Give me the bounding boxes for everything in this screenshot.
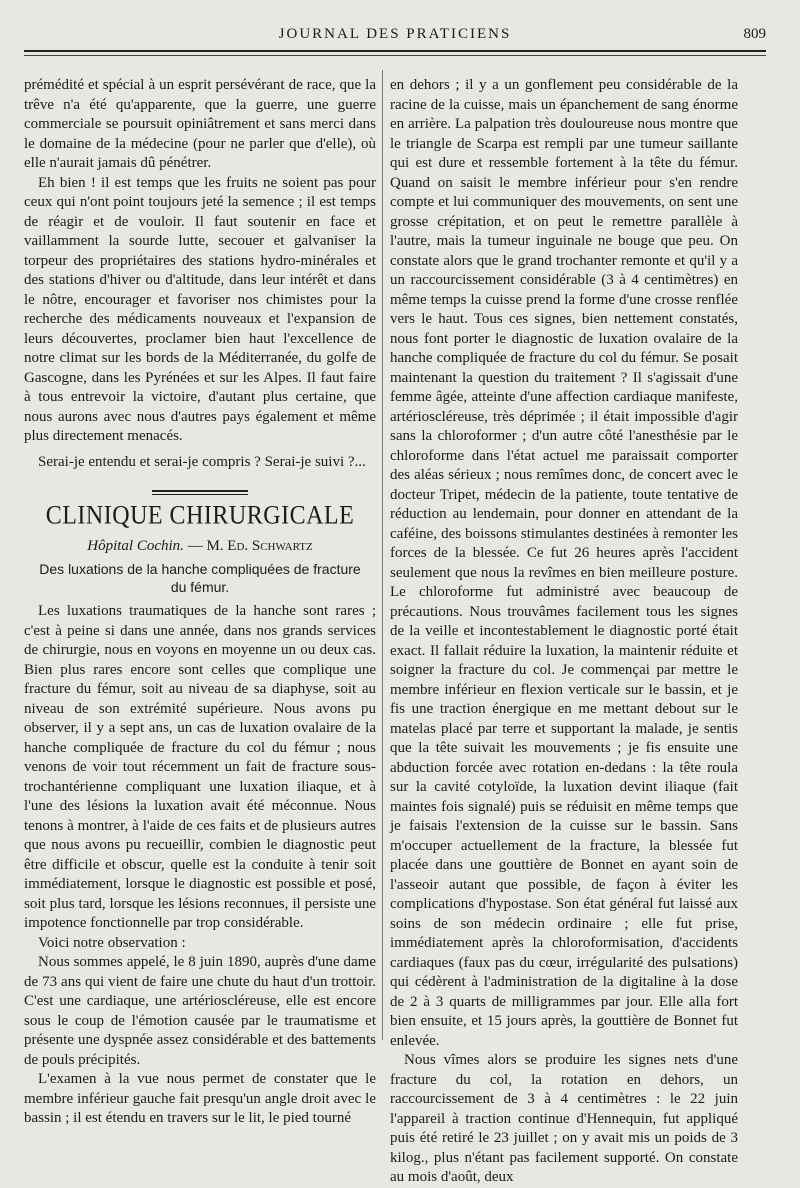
paragraph: Nous sommes appelé, le 8 juin 1890, auprès d'une dame de 73 ans qui vient de faire une chute du haut d'un trottoir. C'est une cardiaque, une artérioscléreuse, elle est encore sous le coup de l'émotion causée par le traumatisme et présente une dyspnée assez considérable et des battements de pouls précipités. — [24, 954, 376, 1068]
journal-title: JOURNAL DES PRATICIENS — [278, 26, 512, 42]
header-rule — [24, 50, 766, 56]
byline — [24, 537, 376, 557]
article-title: Des luxations de la hanche compliquées de fracture du fémur. — [39, 561, 361, 595]
left-column — [24, 76, 376, 1129]
paragraph: L'examen à la vue nous permet de constater que le membre inférieur gauche fait presqu'un angle droit avec le bassin ; il est étendu en travers sur le lit, le pied tourné — [24, 1071, 376, 1126]
page-header — [24, 26, 766, 50]
page-number: 809 — [743, 26, 766, 42]
paragraph: Nous vîmes alors se produire les signes nets d'une fracture du col, la rotation en dehors, un raccourcissement de 3 à 4 centimètres : le 22 juin l'appareil à traction continue d'Hennequin, fut appliqué puis été retiré le 23 juillet ; on y avait mis un poids de 3 kilog., plus n'étant pas facilement supporté. On constate au mois d'août, deux — [390, 1052, 738, 1185]
byline-separator: — — [183, 537, 207, 554]
section-title: CLINIQUE CHIRURGICALE — [45, 501, 355, 531]
byline-author: M. Ed. Schwartz — [206, 537, 313, 554]
paragraph: Les luxations traumatiques de la hanche sont rares ; c'est à peine si dans une année, dans nos grands services de chirurgie, nous en voyons en moyenne un ou deux cas. Bien plus rares encore sont celles que complique une fracture du fémur, soit au niveau de sa diaphyse, soit au niveau de son extrémité supérieure. Nous avons pu observer, il y a sept ans, un cas de luxation ovalaire de la hanche compliquée de fracture du col du fémur ; nous venons de voir tout récemment un fait de fracture sous-trochantérienne compliquant une luxation iliaque, et à l'une des lésions la luxation avait été méconnue. Nous tenons à montrer, à l'aide de ces faits et de plusieurs autres que nous avons pu recueillir, combien le diagnostic peut être difficile et obscur, quelle est la conduite à tenir soit immédiatement, lorsque le diagnostic est possible et posé, soit plus tard, lorsque les lésions reconnues, il persiste une impotence fonctionnelle par trop considérable. — [24, 603, 376, 931]
section-rule — [152, 490, 248, 495]
right-column — [390, 76, 738, 1188]
paragraph: Voici notre observation : — [38, 934, 186, 951]
paragraph: en dehors ; il y a un gonflement peu considérable de la racine de la cuisse, mais un épanchement de sang énorme en arrière. La palpation très douloureuse nous montre que le triangle de Scarpa est rempli par une tumeur saillante qui est dure et ressemble fortement à la tête du fémur. Quand on saisit le membre inférieur pour s'en rendre compte et lui communiquer des mouvements, on sent une grosse crépitation, et on peut le remettre parallèle à l'autre, mais la tumeur inguinale ne bouge que peu. On constate alors que le grand trochanter remonte et qu'il y a un raccourcissement considérable (3 à 4 centimètres) en même temps la cuisse prend la forme d'une crosse renflée vers le haut. Tous ces signes, bien nettement constatés, nous font porter le diagnostic de luxation ovalaire de la hanche compliquée de fracture du col du fémur. Se posait maintenant la question du traitement ? Il s'agissait d'une femme âgée, atteinte d'une affection cardiaque manifeste, artérioscléreuse, très déprimée ; il était impossible d'agir sans la chloroformer ; d'un autre côté l'anesthésie par le chloroforme dans l'état actuel me paraissait comporter des aléas sérieux ; nous remîmes donc, de concert avec le docteur Tripet, médecin de la patiente, toute tentative de réduction au lendemain, pour donner en attendant de la caféine, des boissons stimulantes destinées à remonter les forces de la blessée. Ce fut 26 heures après l'accident seulement que nous la revîmes en bien meilleure posture. Le chloroforme fut administré avec beaucoup de précautions. Nous trouvâmes facilement tous les signes de la veille et incontestablement le diagnostic porté était exact. Il fallait réduire la luxation, la maintenir réduite et soigner la fracture du col. Je commençai par mettre le membre inférieur en flexion verticale sur le bassin, et je fis une traction énergique en me mettant debout sur le matelas placé par terre et supportant la malade, je sentis que la tête suivait les mouvements ; je fis ensuite une abduction forcée avec rotation en-dedans : la tête roula sur la cavité cotyloïde, la luxation devint iliaque (fait maintes fois signalé) puis se réduisit en même temps que je faisais l'extension de la cuisse sur le bassin. Sans m'occuper actuellement de la fracture, la blessée fut placée dans une gouttière de Bonnet en ayant soin de l'asseoir autant que possible, de façon à éviter les complications d'hypostase. Son état général fut laissé aux soins de son médecin ordinaire ; elle fut prise, immédiatement après la chloroformisation, d'accidents cardiaques (faux pas du cœur, irrégularité des pulsations) qui cédèrent à l'administration de la digitaline à la dose de 2 à 3 quarts de milligrammes par jour. Elle alla fort bien ensuite, et 15 jours après, la gouttière de Bonnet fut enlevée. — [390, 77, 738, 1049]
paragraph: prémédité et spécial à un esprit persévérant de race, que la trêve n'a été qu'apparente, que la guerre, une guerre commerciale se poursuit opiniâtrement et sans merci dans le domaine de la médecine (pour ne parler que d'elle), où elle n'aurait jamais dû pénétrer. — [24, 77, 376, 171]
paragraph: Serai-je entendu et serai-je compris ? Serai-je suivi ?... — [38, 453, 366, 470]
byline-hospital: Hôpital Cochin. — [87, 537, 184, 554]
column-divider — [382, 70, 383, 1040]
paragraph: Eh bien ! il est temps que les fruits ne soient pas pour ceux qui n'ont point toujours jeté la semence ; il est temps de réagir et de vouloir. Il faut soutenir en face et vaillamment la sourde lutte, secouer et galvaniser la torpeur des propriétaires des stations hydro-minérales et des stations d'hiver ou d'altitude, dans leur intérêt et dans le nôtre, encourager et favoriser nos chimistes pour la recherche des médicaments nouveaux et l'expansion de leurs découvertes, proclamer bien haut l'excellence de notre climat sur les bords de la Méditerranée, du golfe de Gascogne, dans les Pyrénées et sur les Alpes. Il faut faire à tous entrevoir la victoire, d'autant plus certaine, que nous aurons avec nous d'autres pays également et même plus directement menacés. — [24, 174, 376, 444]
